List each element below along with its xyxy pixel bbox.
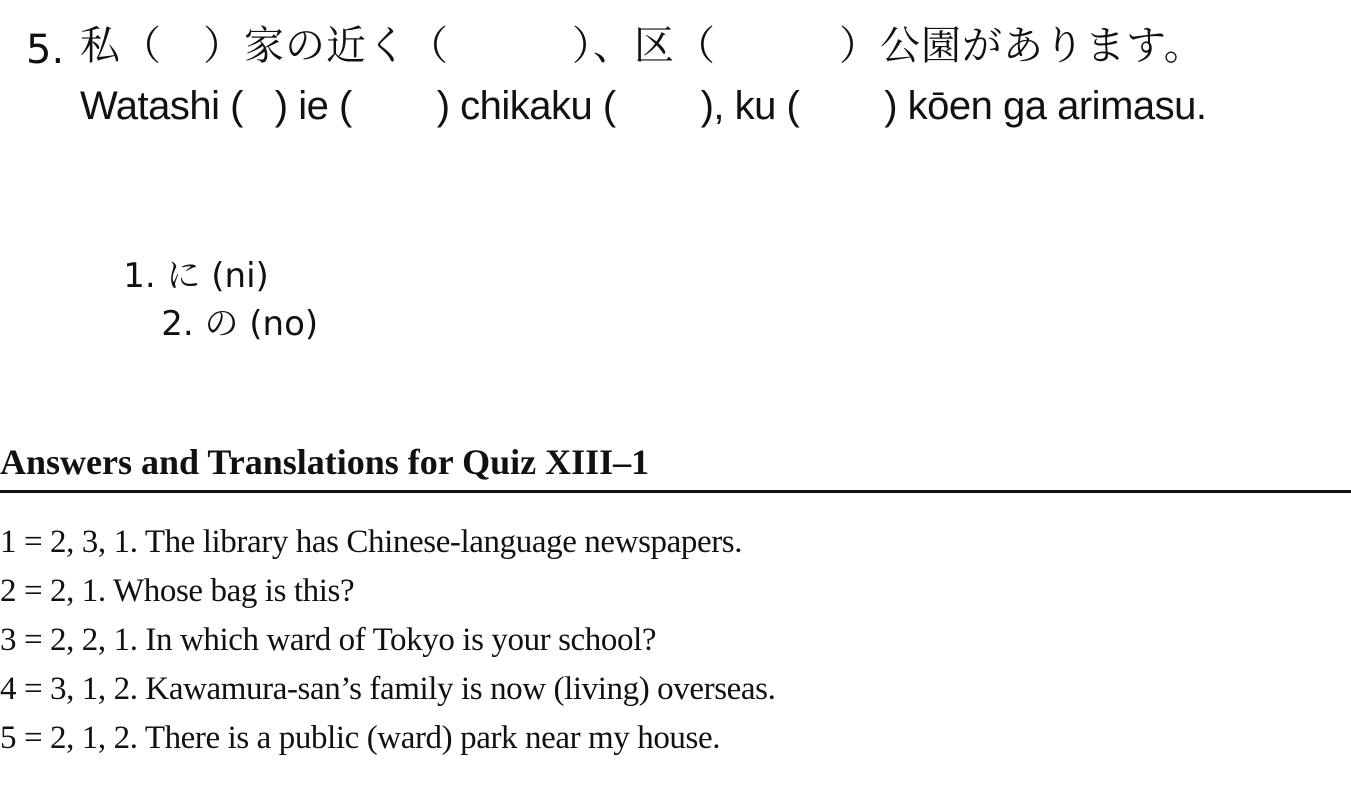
answer-item: 4 = 3, 1, 2. Kawamura-san’s family is now (living) overseas.: [0, 671, 776, 707]
answer-item: 1 = 2, 3, 1. The library has Chinese-language newspapers.: [0, 524, 743, 560]
answers-heading: Answers and Translations for Quiz XIII–1: [0, 442, 650, 482]
answers-list: [0, 518, 775, 763]
heading-divider: [0, 490, 1351, 493]
choice-2: 2. の (no): [161, 304, 319, 344]
question-japanese: 私（ ）家の近く（ ）、区（ ）公園があります。: [80, 23, 1205, 69]
answer-item: 3 = 2, 2, 1. In which ward of Tokyo is your school?: [0, 622, 657, 658]
question-romaji: Watashi ( ) ie ( ) chikaku ( ), ku ( ) kōen ga arimasu.: [80, 84, 1207, 128]
choice-1: 1. に (ni): [123, 256, 269, 296]
answer-choices: [80, 204, 318, 396]
answer-item: 2 = 2, 1. Whose bag is this?: [0, 573, 355, 609]
answer-item: 5 = 2, 1, 2. There is a public (ward) park near my house.: [0, 720, 721, 756]
question-number: 5.: [26, 27, 65, 73]
